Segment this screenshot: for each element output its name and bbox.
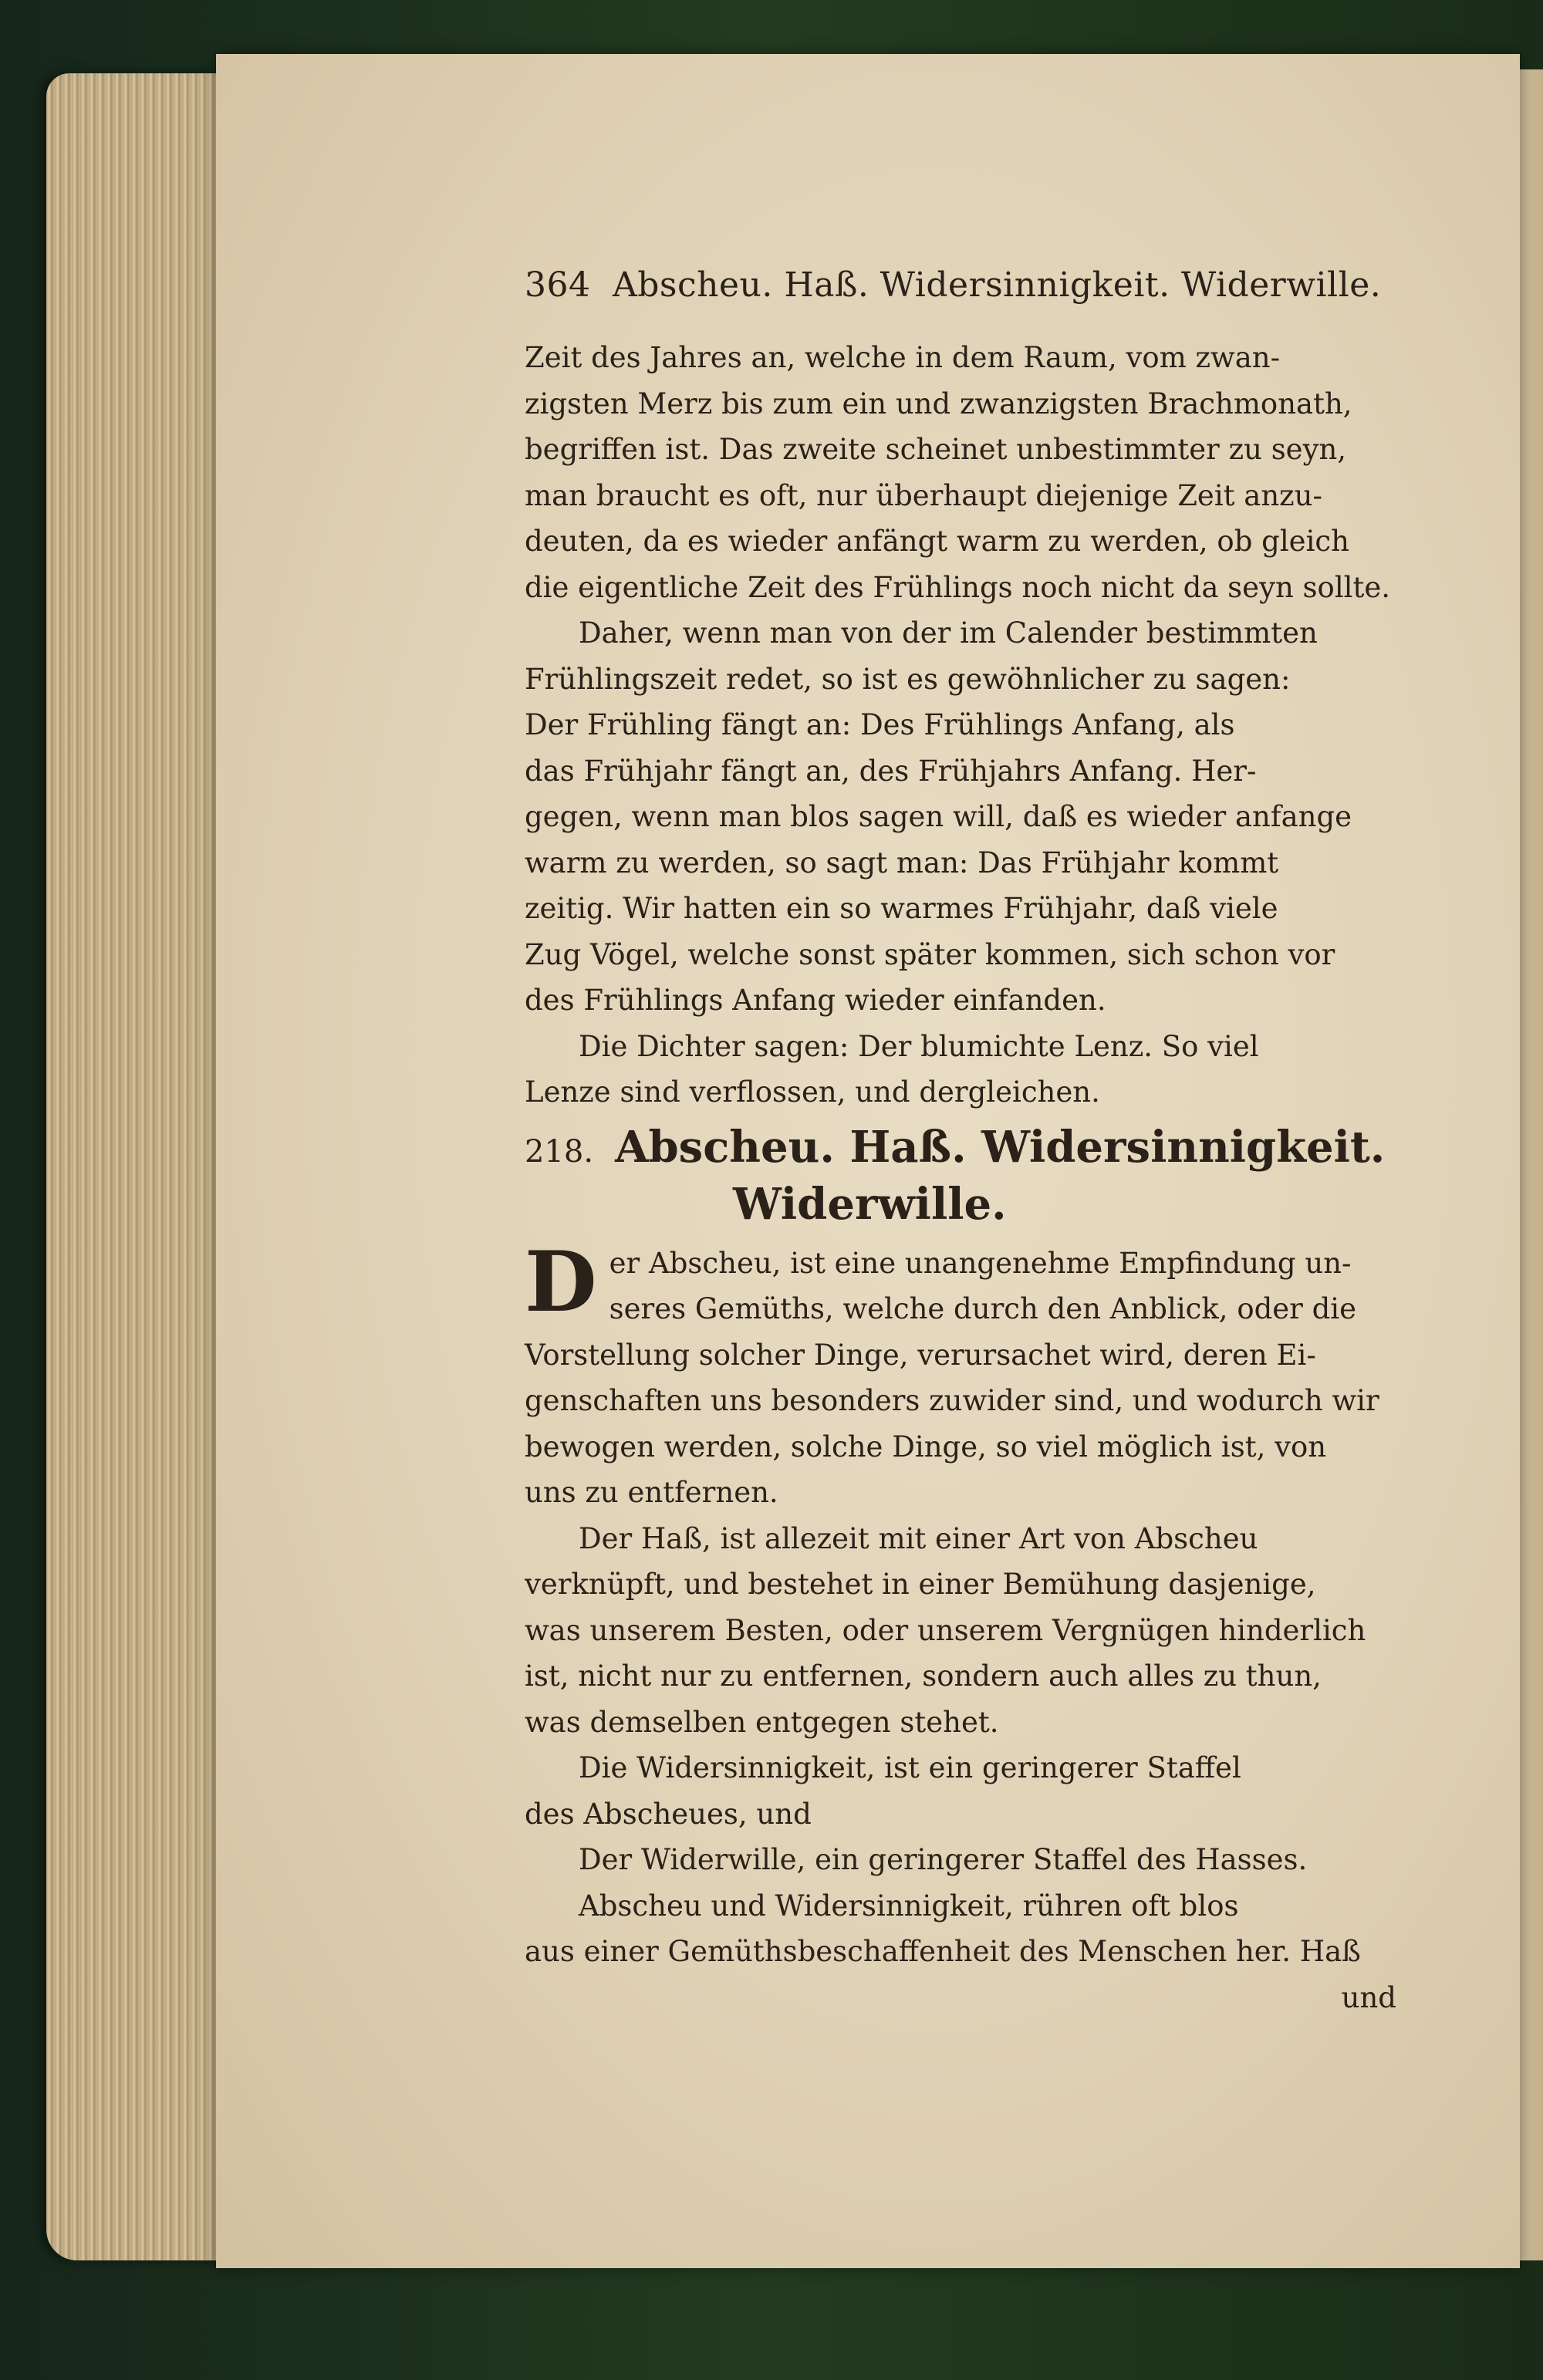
line: Zeit des Jahres an, welche in dem Raum, vom zwan- <box>525 341 1281 374</box>
line: Der Widerwille, ein geringerer Staffel des Hasses. <box>579 1843 1308 1876</box>
section-title-text: Abscheu. Haß. Widersinnigkeit. <box>615 1121 1386 1173</box>
section-heading <box>525 1120 1396 1230</box>
line: die eigentliche Zeit des Frühlings noch nicht da seyn sollte. <box>525 570 1391 604</box>
line: warm zu werden, so sagt man: Das Frühjahr kommt <box>525 846 1279 879</box>
line: zigsten Merz bis zum ein und zwanzigsten Brachmonath, <box>525 387 1352 420</box>
catchword: und <box>1341 1980 1396 2014</box>
line: des Abscheues, und <box>525 1797 812 1831</box>
line: uns zu entfernen. <box>525 1476 778 1509</box>
line: Frühlingszeit redet, so ist es gewöhnlicher zu sagen: <box>525 662 1291 696</box>
drop-cap: D <box>525 1233 597 1331</box>
line: des Frühlings Anfang wieder einfanden. <box>525 984 1106 1017</box>
book-fore-edge <box>46 73 239 2260</box>
paragraph-continuation <box>525 335 1396 610</box>
paragraph-widersinnigkeit <box>525 1745 1396 1837</box>
line: aus einer Gemüthsbeschaffenheit des Menschen her. Haß <box>525 1935 1361 1968</box>
section-title-line2: Widerwille. <box>733 1178 1007 1230</box>
line: verknüpft, und bestehet in einer Bemühung dasjenige, <box>525 1568 1316 1601</box>
section-title-line1 <box>525 1120 1396 1179</box>
line: Der Haß, ist allezeit mit einer Art von Abscheu <box>579 1521 1258 1555</box>
line: das Frühjahr fängt an, des Frühjahrs Anfang. Her- <box>525 754 1257 788</box>
line: Zug Vögel, welche sonst später kommen, sich schon vor <box>525 937 1335 971</box>
line: gegen, wenn man blos sagen will, daß es wieder anfange <box>525 800 1352 833</box>
line: Lenze sind verflossen, und dergleichen. <box>525 1075 1100 1109</box>
paragraph-hass <box>525 1516 1396 1746</box>
line: er Abscheu, ist eine unangenehme Empfindung un- <box>609 1246 1352 1280</box>
line: Die Dichter sagen: Der blumichte Lenz. So viel <box>579 1029 1259 1063</box>
line: was demselben entgegen stehet. <box>525 1705 999 1739</box>
paragraph-widerwille <box>525 1837 1396 1883</box>
running-title: Abscheu. Haß. Widersinnigkeit. Widerwille. <box>612 265 1382 305</box>
line: man braucht es oft, nur überhaupt diejenige Zeit anzu- <box>525 478 1322 512</box>
line: Vorstellung solcher Dinge, verursachet wird, deren Ei- <box>525 1338 1316 1372</box>
line: bewogen werden, solche Dinge, so viel möglich ist, von <box>525 1430 1327 1463</box>
page-number: 364 <box>525 265 591 305</box>
line: Die Widersinnigkeit, ist ein geringerer Staffel <box>579 1751 1241 1784</box>
line: Daher, wenn man von der im Calender bestimmten <box>579 616 1318 650</box>
line: was unserem Besten, oder unserem Vergnügen hinderlich <box>525 1613 1366 1647</box>
line: Abscheu und Widersinnigkeit, rühren oft blos <box>579 1889 1239 1923</box>
text-block <box>525 262 1396 2020</box>
paragraph-last <box>525 1883 1396 1975</box>
line: ist, nicht nur zu entfernen, sondern auch alles zu thun, <box>525 1659 1322 1693</box>
line: genschaften uns besonders zuwider sind, und wodurch wir <box>525 1384 1379 1417</box>
line: begriffen ist. Das zweite scheinet unbestimmter zu seyn, <box>525 433 1347 466</box>
paragraph-dichter <box>525 1024 1396 1116</box>
paragraph-daher <box>525 610 1396 1024</box>
section-number: 218. <box>525 1133 594 1170</box>
line: deuten, da es wieder anfängt warm zu werden, ob gleich <box>525 525 1349 558</box>
paragraph-abscheu <box>525 1233 1396 1516</box>
running-head <box>525 262 1396 309</box>
line: Der Frühling fängt an: Des Frühlings Anfang, als <box>525 708 1235 741</box>
line: zeitig. Wir hatten ein so warmes Frühjahr, daß viele <box>525 892 1278 925</box>
line: seres Gemüths, welche durch den Anblick, oder die <box>609 1292 1357 1325</box>
